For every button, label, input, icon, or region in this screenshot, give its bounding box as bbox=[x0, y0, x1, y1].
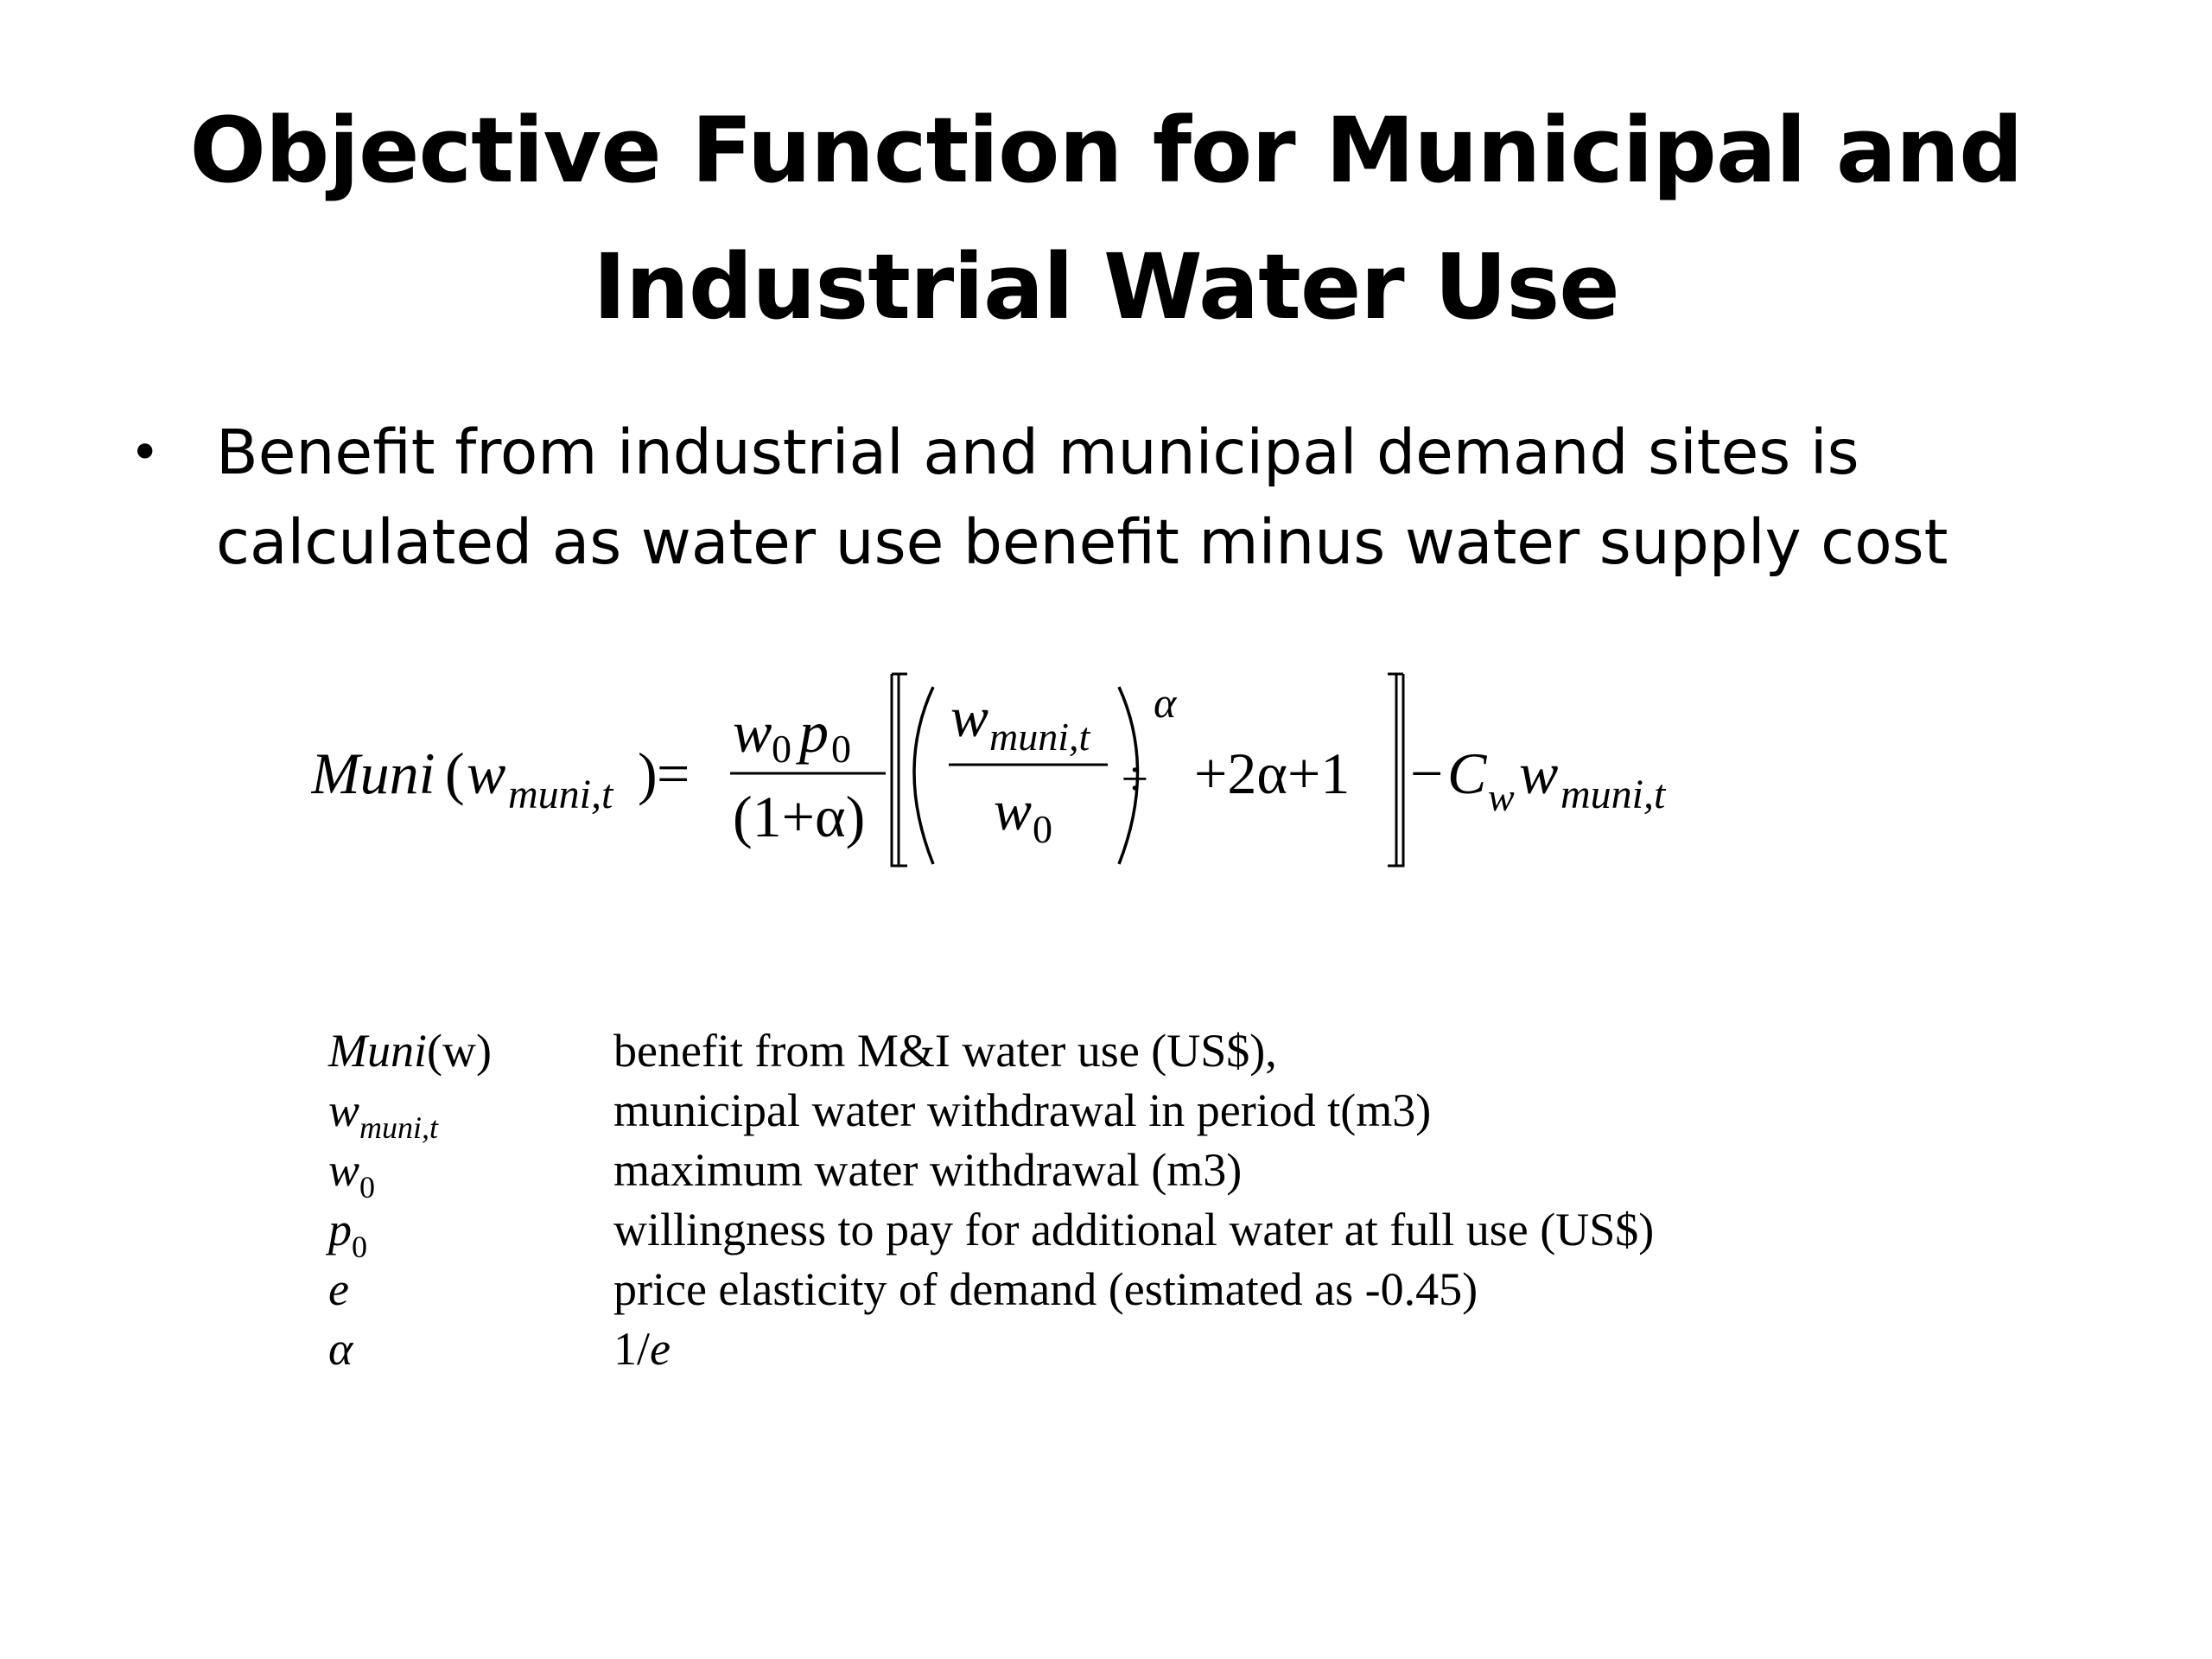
inner-numerator-sub: muni,t bbox=[989, 715, 1090, 759]
fraction-numerator-p: p bbox=[799, 699, 829, 765]
definition-symbol: α bbox=[328, 1323, 353, 1375]
definition-description bbox=[613, 1322, 671, 1376]
cost-variable-sub: muni,t bbox=[1560, 772, 1666, 817]
symbol-main: w bbox=[328, 1144, 360, 1196]
definition-description: willingness to pay for additional water at full use (US$) bbox=[613, 1204, 1655, 1255]
definition-description: maximum water withdrawal (m3) bbox=[613, 1144, 1243, 1196]
minus-sign: − bbox=[1410, 741, 1444, 806]
symbol-subscript: 0 bbox=[352, 1230, 367, 1264]
definition-symbol bbox=[328, 1143, 375, 1205]
definition-symbol bbox=[328, 1084, 438, 1146]
definition-description: municipal water withdrawal in period t(m3) bbox=[613, 1084, 1432, 1136]
bullet-line-2: calculated as water use benefit minus water supply cost bbox=[216, 506, 1948, 578]
definitions-table bbox=[328, 1024, 1884, 1382]
lhs-variable: w bbox=[467, 741, 506, 806]
slide-title-line-2: Industrial Water Use bbox=[593, 234, 1619, 340]
equation-tail-terms: +2α+1 bbox=[1194, 741, 1351, 806]
symbol-suffix: (w) bbox=[427, 1025, 492, 1077]
exponent-alpha: α bbox=[1154, 678, 1177, 727]
bullet-text bbox=[216, 408, 2117, 588]
definition-row-alpha bbox=[328, 1322, 1884, 1382]
bullet-marker: • bbox=[130, 423, 161, 483]
slide-title-line-1: Objective Function for Municipal and bbox=[189, 98, 2023, 203]
left-paren bbox=[914, 687, 933, 864]
definition-symbol: e bbox=[328, 1263, 349, 1315]
lhs-open-paren: ( bbox=[445, 741, 465, 806]
cost-coefficient-sub: w bbox=[1488, 775, 1515, 819]
lhs-function-name: Muni bbox=[311, 741, 435, 806]
cost-variable: w bbox=[1519, 741, 1559, 806]
fraction-numerator-w: w bbox=[733, 699, 772, 765]
slide-title bbox=[0, 82, 2212, 355]
symbol-main: w bbox=[328, 1084, 360, 1136]
bullet-line-1: Benefit from industrial and municipal demand sites is bbox=[216, 416, 1859, 488]
definition-row-muni bbox=[328, 1024, 1884, 1084]
description-variable: e bbox=[650, 1323, 671, 1375]
symbol-subscript: 0 bbox=[359, 1170, 376, 1205]
definition-symbol bbox=[328, 1024, 492, 1077]
equals-sign: = bbox=[657, 741, 690, 806]
definition-row-w0 bbox=[328, 1143, 1884, 1203]
fraction-denominator: (1+α) bbox=[733, 784, 866, 849]
cost-coefficient: C bbox=[1447, 741, 1487, 806]
definition-row-w-muni-t bbox=[328, 1084, 1884, 1143]
description-prefix: 1/ bbox=[613, 1323, 651, 1375]
inner-numerator-w: w bbox=[950, 686, 989, 749]
definition-description: price elasticity of demand (estimated as -0.45) bbox=[613, 1263, 1478, 1315]
symbol-main: Muni bbox=[328, 1025, 427, 1077]
fraction-numerator-w-sub: 0 bbox=[772, 727, 791, 771]
lhs-subscript: muni,t bbox=[508, 772, 613, 817]
definition-description: benefit from M&I water use (US$), bbox=[613, 1025, 1277, 1077]
objective-function-equation bbox=[311, 665, 1728, 873]
definition-row-e bbox=[328, 1262, 1884, 1322]
inner-denominator-w: w bbox=[994, 779, 1033, 842]
equation-svg bbox=[311, 665, 1728, 873]
definition-symbol bbox=[328, 1203, 367, 1265]
definition-row-p0 bbox=[328, 1203, 1884, 1262]
fraction-numerator-p-sub: 0 bbox=[831, 727, 851, 771]
paren-artifact-glyph: ÷ bbox=[1122, 753, 1148, 806]
inner-denominator-sub: 0 bbox=[1033, 807, 1052, 851]
lhs-close-paren: ) bbox=[638, 741, 658, 806]
symbol-main: p bbox=[328, 1204, 352, 1255]
symbol-subscript: muni,t bbox=[359, 1110, 439, 1145]
